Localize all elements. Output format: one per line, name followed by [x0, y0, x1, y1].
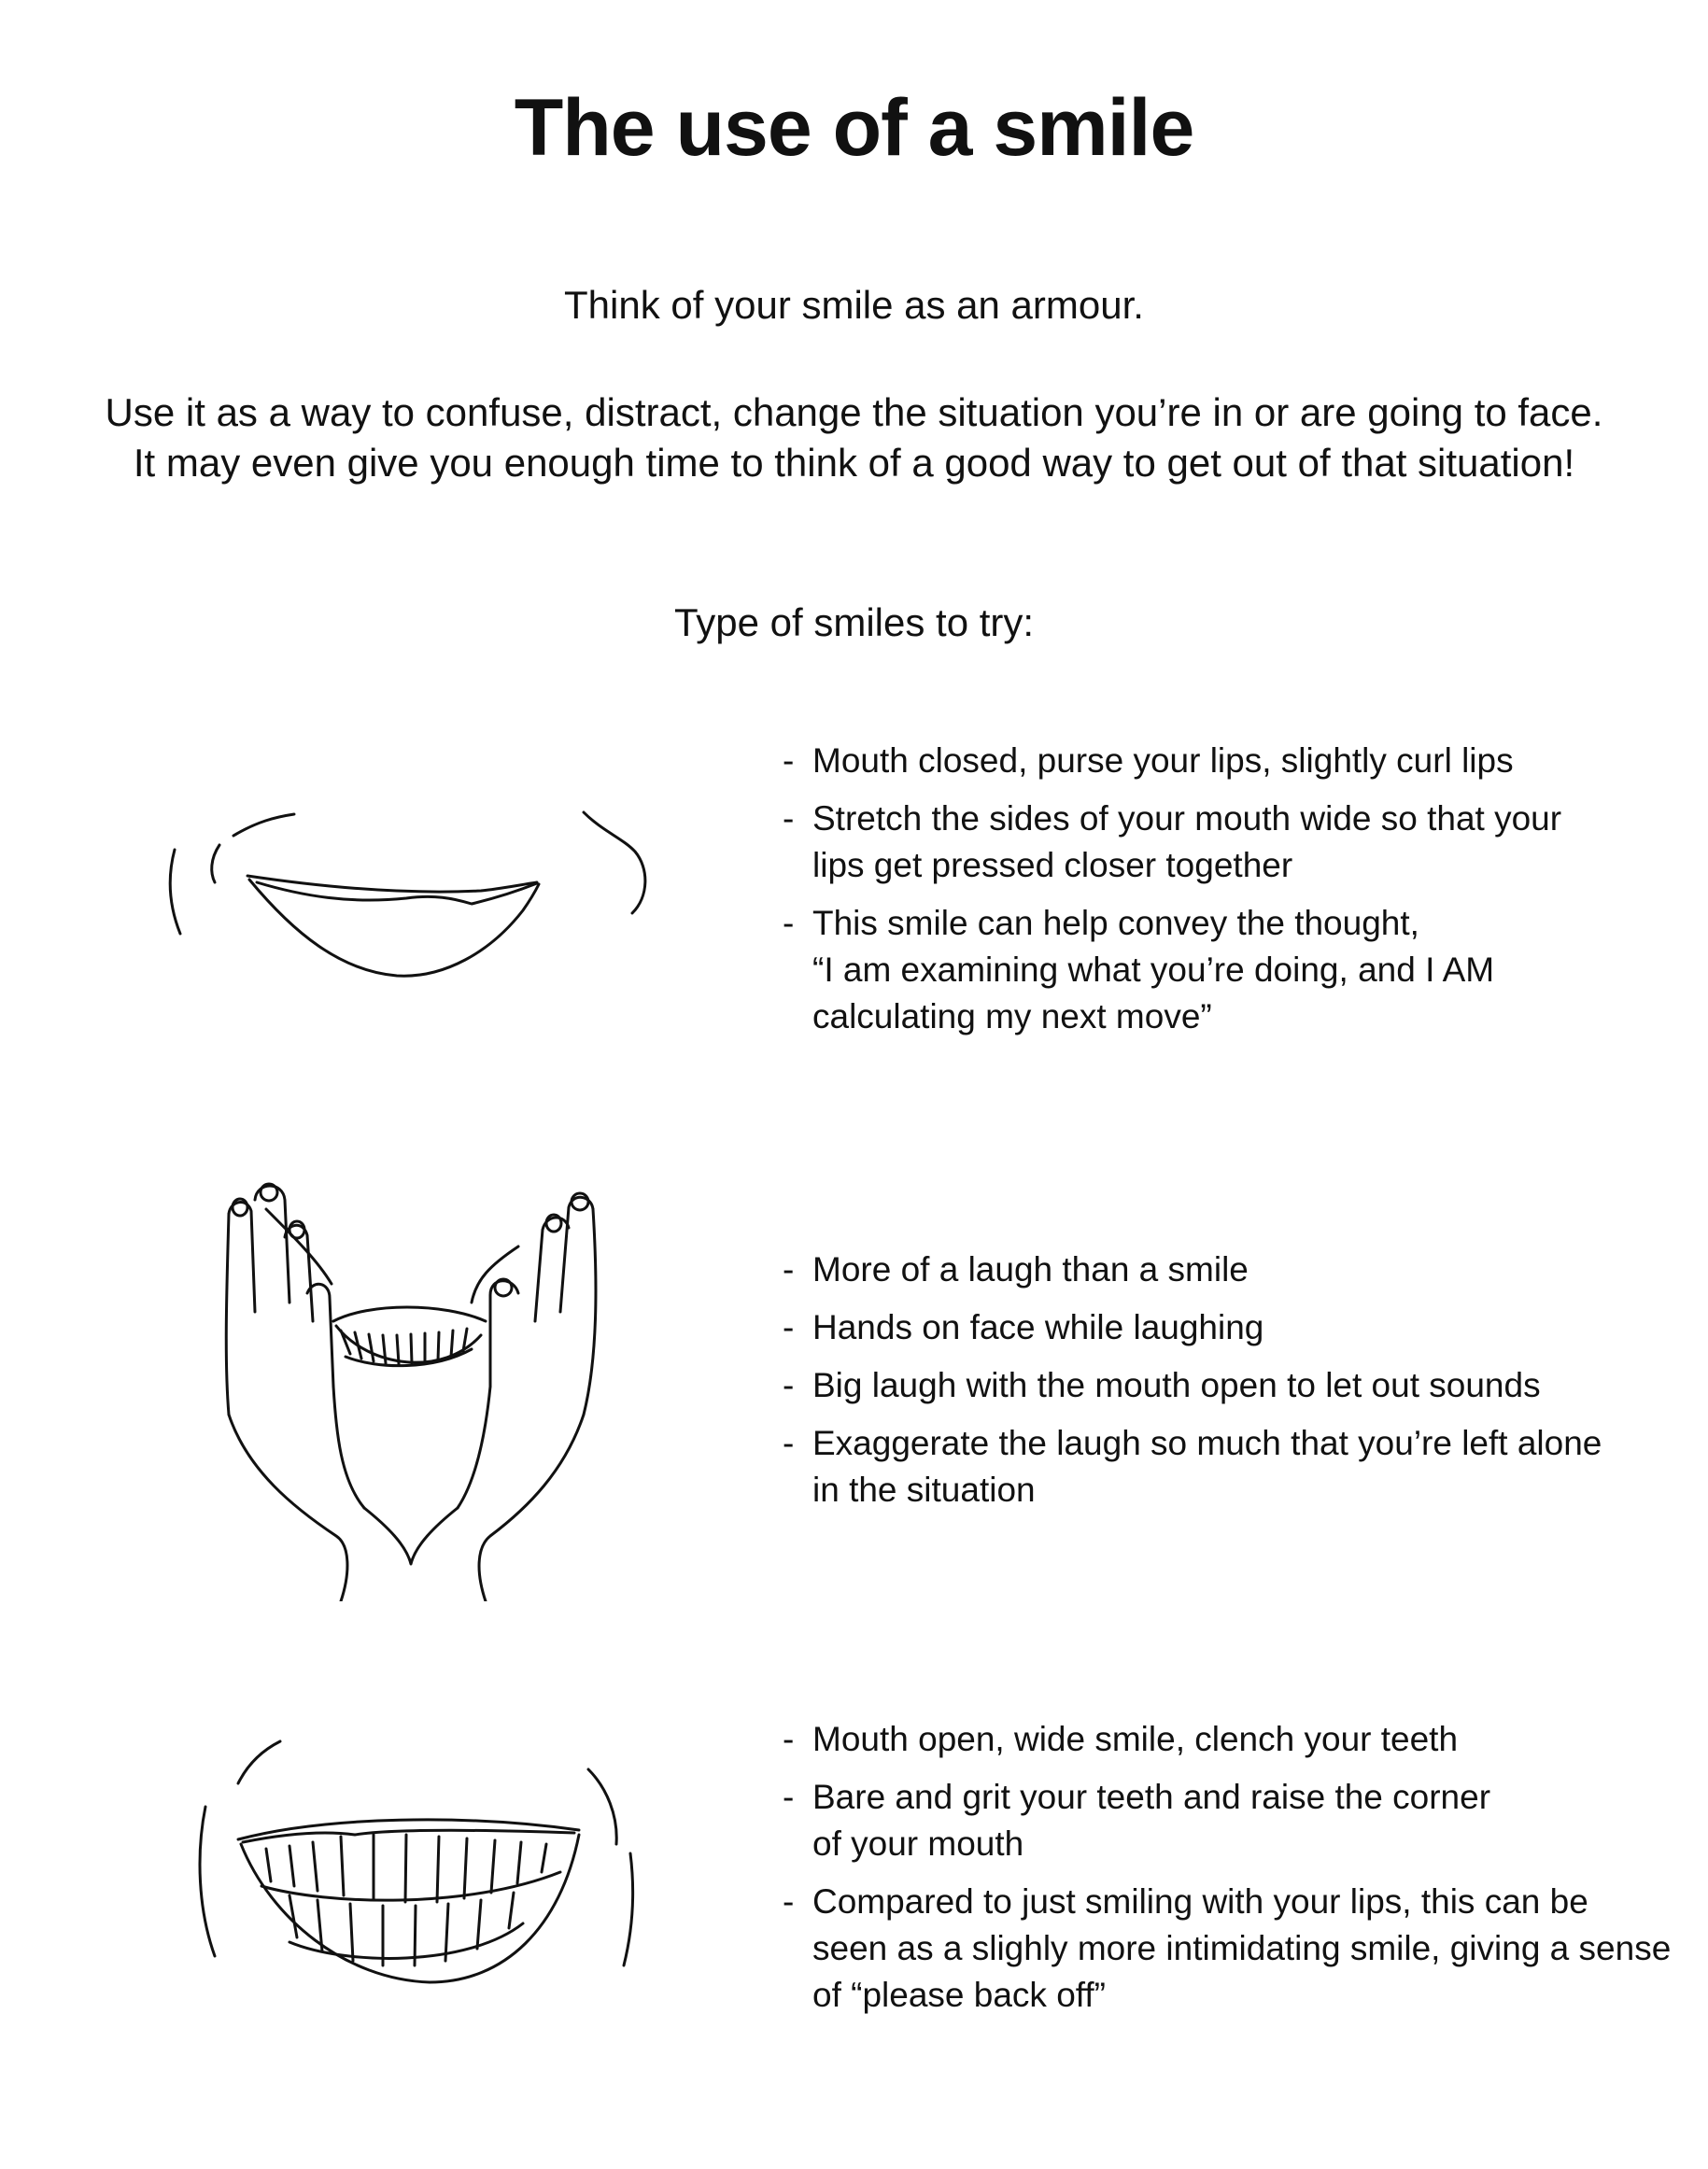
dash-icon: -: [783, 1424, 795, 1462]
intro-paragraph-line-2: It may even give you enough time to think of a good way to get out of that situation!: [133, 441, 1575, 485]
dash-icon: -: [783, 1882, 795, 1921]
page-title: The use of a smile: [514, 83, 1194, 173]
dash-icon: -: [783, 799, 795, 838]
closed-lips-smile-illustration: [163, 794, 668, 1008]
laughing-hands-on-face-illustration: [210, 1172, 612, 1601]
dash-icon: -: [783, 1778, 795, 1816]
types-heading: Type of smiles to try:: [673, 600, 1035, 644]
list-item: - Mouth closed, purse your lips, slightly curl lips: [783, 738, 1698, 784]
bullet-list-laugh: [783, 1246, 1698, 1525]
list-item: - This smile can help convey the thought, “I am examining what you’re doing, and I AM calculating my next move”: [783, 900, 1698, 1040]
dash-icon: -: [783, 741, 795, 780]
list-item: - Big laugh with the mouth open to let out sounds: [783, 1362, 1698, 1409]
dash-icon: -: [783, 1366, 795, 1404]
list-item: - Mouth open, wide smile, clench your teeth: [783, 1716, 1698, 1763]
list-item: - Bare and grit your teeth and raise the corner of your mouth: [783, 1774, 1698, 1867]
list-item: - Hands on face while laughing: [783, 1304, 1698, 1351]
intro-line: Think of your smile as an armour.: [564, 283, 1144, 327]
intro-paragraph-line-1: Use it as a way to confuse, distract, change the situation you’re in or are going to face.: [105, 390, 1603, 434]
dash-icon: -: [783, 1720, 795, 1758]
list-item: - Compared to just smiling with your lips, this can be seen as a slighly more intimidating smile, giving a sense of “please back off”: [783, 1879, 1698, 2019]
bullet-list-teeth-smile: [783, 1716, 1698, 2030]
dash-icon: -: [783, 904, 795, 942]
list-item: - Stretch the sides of your mouth wide so that your lips get pressed closer together: [783, 796, 1698, 889]
dash-icon: -: [783, 1308, 795, 1346]
bullet-list-closed-smile: [783, 738, 1698, 1051]
list-item: - Exaggerate the laugh so much that you’re left alone in the situation: [783, 1420, 1698, 1514]
clenched-teeth-smile-illustration: [187, 1732, 663, 2040]
intro-paragraph: [0, 387, 1708, 488]
dash-icon: -: [783, 1250, 795, 1289]
list-item: - More of a laugh than a smile: [783, 1246, 1698, 1293]
